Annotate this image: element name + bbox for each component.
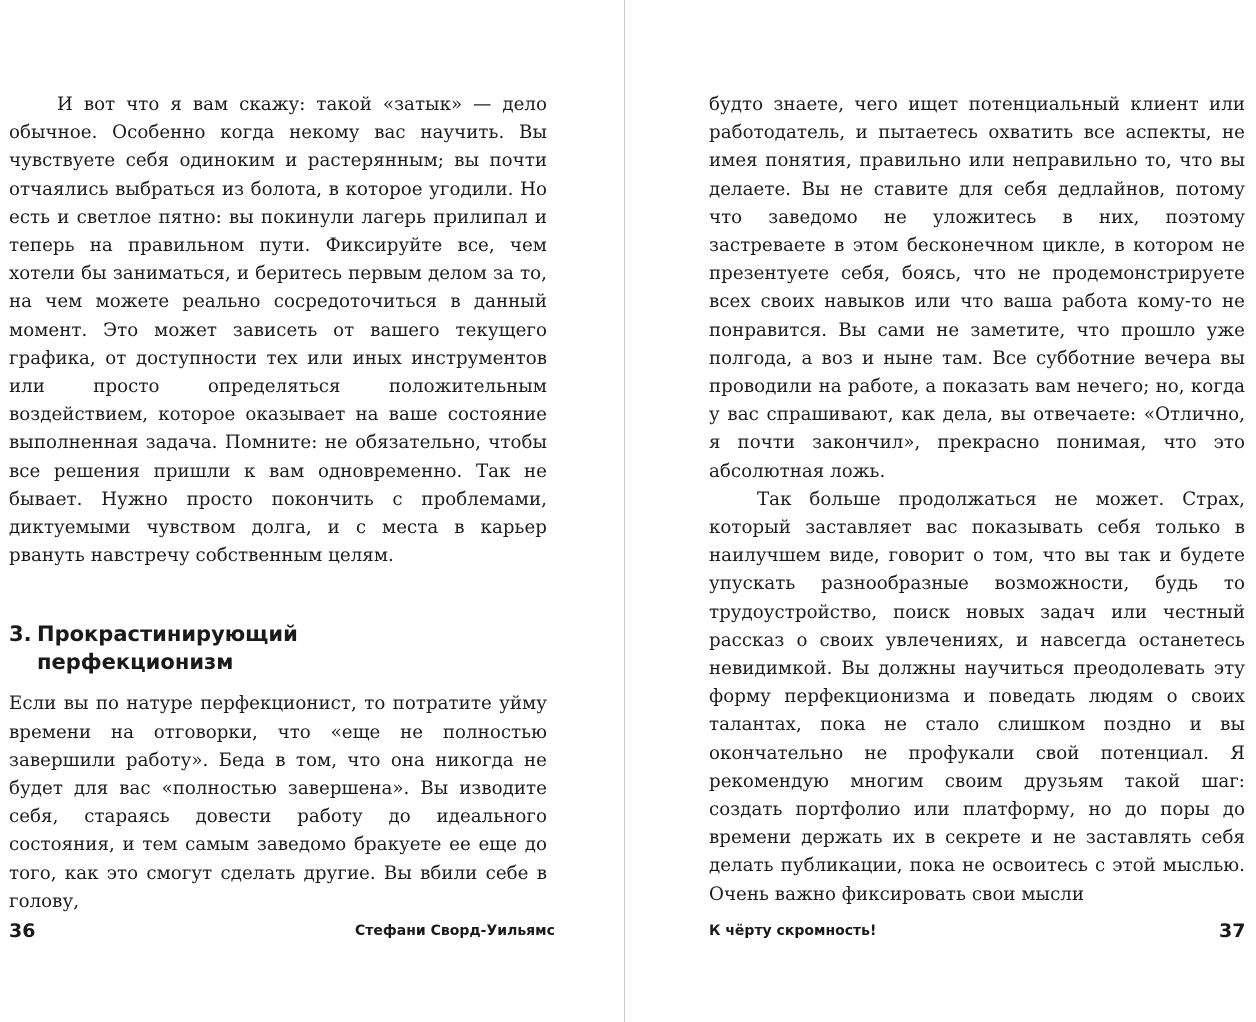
left-paragraph-2: Если вы по натуре перфекционист, то потратите уйму времени на отговорки, что «еще не полностью завершили работу». Беда в том, что она никогда не будет для вас «полностью завершена». Вы изводите себя, стараясь довести работу до идеального состояния, и тем самым заведомо бракуете ее еще до того, как это смогут сделать другие. Вы вбили себе в голову, — [9, 693, 547, 912]
left-paragraph-1: И вот что я вам скажу: такой «затык» — дело обычное. Особенно когда некому вас научить. Вы чувствуете себя одиноким и растерянным; вы почти отчаялись выбраться из болота, в которое угодили. Но есть и светлое пятно: вы покинули лагерь прилипал и теперь на правильном пути. Фиксируйте все, чем хотели бы заниматься, и беритесь первым делом за то, на чем можете реально сосредоточиться в данный момент. Это может зависеть от вашего текущего графика, от доступности тех или иных инструментов или просто определяться положительным воздействием, которое оказывает на ваше состояние выполненная задача. Помните: не обязательно, чтобы все решения пришли к вам одновременно. Так не бывает. Нужно просто покончить с проблемами, диктуемыми чувством долга, и с места в карьер рвануть навстречу собственным целям. — [9, 94, 547, 567]
section-heading — [9, 620, 547, 676]
section-heading-number: 3. — [9, 622, 32, 647]
right-page-body — [709, 91, 1245, 909]
right-running-head: К чёрту скромность! — [709, 923, 877, 939]
page-gutter — [624, 0, 625, 1022]
section-heading-line2: перфекционизм — [37, 650, 234, 675]
left-page-number: 36 — [9, 920, 36, 942]
left-running-head: Стефани Сворд-Уильямс — [355, 923, 555, 939]
left-page-body — [9, 91, 547, 916]
right-paragraph-1: будто знаете, чего ищет потенциальный клиент или работодатель, и пытаетесь охватить все аспекты, не имея понятия, правильно или неправильно то, что вы делаете. Вы не ставите для себя дедлайнов, потому что заведомо не уложитесь в них, поэтому застреваете в этом бесконечном цикле, в котором не презентуете себя, боясь, что не продемонстрируете всех своих навыков или что ваша работа кому-то не понравится. Вы сами не заметите, что прошло уже полгода, а воз и ныне там. Все субботние вечера вы проводили на работе, а показать вам нечего; но, когда у вас спрашивают, как дела, вы отвечаете: «Отлично, я почти закончил», прекрасно понимая, что это абсолютная ложь. — [709, 94, 1245, 482]
section-heading-line1: Прокрастинирующий — [37, 622, 298, 647]
right-paragraph-2: Так больше продолжаться не может. Страх, который заставляет вас показывать себя только в наилучшем виде, говорит о том, что вы так и будете упускать разнообразные возможности, будь то трудоустройство, поиск новых задач или честный рассказ о своих увлечениях, и навсегда останетесь невидимкой. Вы должны научиться преодолевать эту форму перфекционизма и поведать людям о своих талантах, пока не стало слишком поздно и вы окончательно не профукали свой потенциал. Я рекомендую многим своим друзьям такой шаг: создать портфолио или платформу, но до поры до времени держать их в секрете и не заставлять себя делать публикации, пока не освоитесь с этой мыслью. Очень важно фиксировать свои мысли — [709, 488, 1245, 905]
right-page-number: 37 — [1219, 920, 1246, 942]
